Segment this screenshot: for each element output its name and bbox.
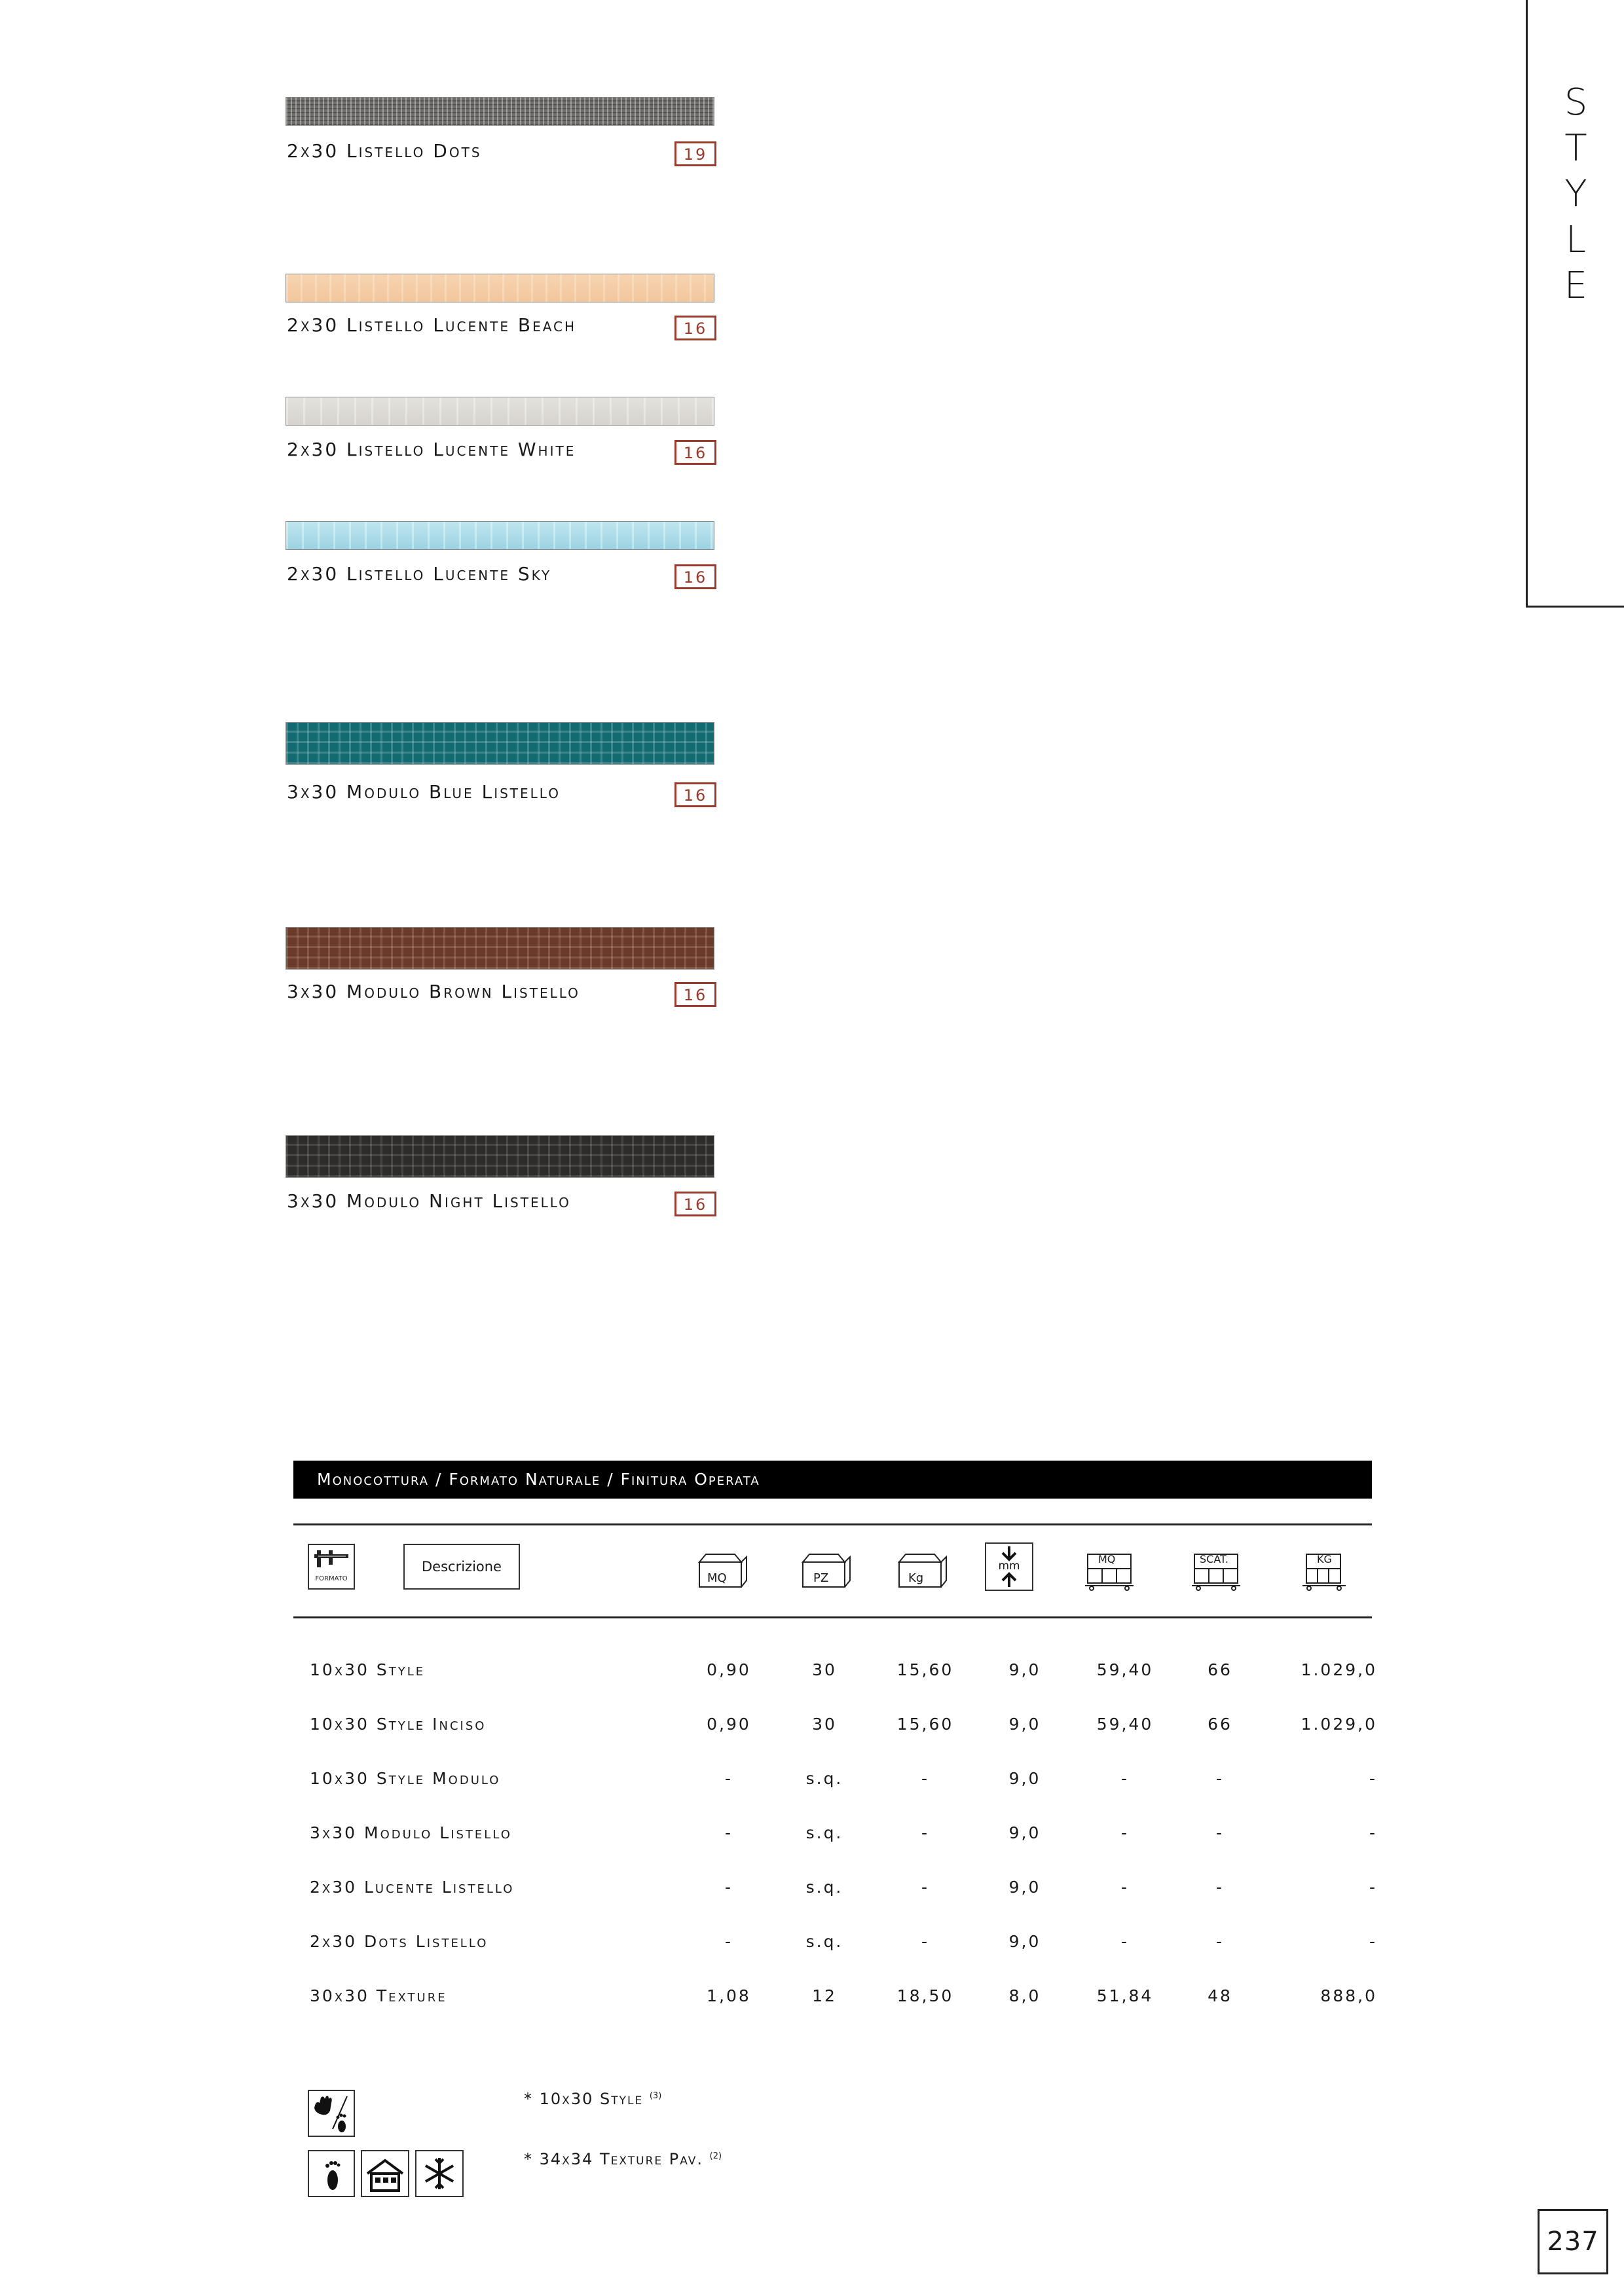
- row-pz: s.q.: [805, 1823, 843, 1842]
- row-pallet-scat: -: [1215, 1769, 1225, 1788]
- pallet-kg-icon: [1300, 1553, 1352, 1592]
- row-mq: -: [724, 1823, 733, 1842]
- tab-letter: L: [1565, 219, 1587, 261]
- note-marker: *: [524, 2090, 533, 2108]
- pallet-mq-label: MQ: [1098, 1553, 1116, 1565]
- row-pallet-kg: 1.029,0: [1301, 1660, 1377, 1679]
- row-mq: -: [724, 1932, 733, 1951]
- tab-letter: E: [1564, 264, 1588, 307]
- row-mm: 8,0: [1008, 1986, 1041, 2005]
- row-mm: 9,0: [1008, 1769, 1041, 1788]
- box-kg-icon: [895, 1548, 948, 1590]
- row-kg: 15,60: [896, 1715, 954, 1734]
- tab-letter: S: [1564, 81, 1588, 124]
- mm-label: mm: [998, 1559, 1020, 1573]
- row-pallet-mq: -: [1120, 1932, 1130, 1951]
- product-label: 2x30 Listello Lucente Sky: [287, 563, 552, 585]
- row-kg: 15,60: [896, 1660, 954, 1679]
- header-top-rule: [293, 1523, 1372, 1525]
- table-row: [293, 1932, 1377, 1958]
- table-row: [293, 1715, 1377, 1741]
- row-pallet-kg: 888,0: [1320, 1986, 1377, 2005]
- row-pallet-mq: 59,40: [1096, 1715, 1154, 1734]
- row-pallet-kg: -: [1369, 1878, 1377, 1897]
- row-pallet-mq: -: [1120, 1878, 1130, 1897]
- descrizione-header: Descrizione: [403, 1544, 520, 1590]
- pallet-scat-label: SCAT.: [1200, 1553, 1228, 1565]
- row-pallet-scat: -: [1215, 1878, 1225, 1897]
- note-sup: (3): [649, 2091, 662, 2101]
- page-ref-badge: 16: [674, 982, 716, 1007]
- row-pz: 12: [812, 1986, 837, 2005]
- row-name: 10x30 Style Modulo: [310, 1769, 501, 1788]
- row-pallet-scat: 48: [1208, 1986, 1232, 2005]
- row-pallet-scat: -: [1215, 1823, 1225, 1842]
- row-mq: 0,90: [707, 1660, 751, 1679]
- row-kg: -: [921, 1823, 930, 1842]
- row-pallet-mq: -: [1120, 1769, 1130, 1788]
- row-mm: 9,0: [1008, 1823, 1041, 1842]
- wall-floor-use-icon: [308, 2090, 355, 2137]
- caliper-icon: [308, 1544, 355, 1590]
- row-name: 30x30 Texture: [310, 1986, 447, 2005]
- row-name: 2x30 Lucente Listello: [310, 1878, 515, 1897]
- row-pallet-mq: 59,40: [1096, 1660, 1154, 1679]
- row-name: 10x30 Style: [310, 1660, 426, 1679]
- product-label: 3x30 Modulo Blue Listello: [287, 781, 561, 803]
- row-name: 10x30 Style Inciso: [310, 1715, 487, 1734]
- note-sup: (2): [709, 2151, 722, 2161]
- tile-swatch: [286, 722, 714, 765]
- row-pallet-mq: 51,84: [1096, 1986, 1154, 2005]
- pz-label: PZ: [813, 1571, 829, 1585]
- table-row: [293, 1986, 1377, 2013]
- row-mm: 9,0: [1008, 1660, 1041, 1679]
- tile-swatch: [286, 397, 714, 426]
- row-kg: -: [921, 1878, 930, 1897]
- tile-swatch: [286, 521, 714, 550]
- footnote: [524, 2090, 661, 2108]
- note-marker: *: [524, 2150, 533, 2168]
- table-row: [293, 1878, 1377, 1904]
- row-mm: 9,0: [1008, 1715, 1041, 1734]
- row-pallet-scat: 66: [1208, 1660, 1232, 1679]
- row-mq: -: [724, 1769, 733, 1788]
- row-mm: 9,0: [1008, 1878, 1041, 1897]
- table-row: [293, 1660, 1377, 1686]
- tile-swatch: [286, 1135, 714, 1178]
- tile-swatch: [286, 927, 714, 970]
- table-title-bar: Monocottura / Formato Naturale / Finitura Operata: [293, 1461, 1372, 1499]
- row-kg: 18,50: [896, 1986, 954, 2005]
- page-ref-badge: 16: [674, 316, 716, 340]
- row-pallet-kg: -: [1369, 1769, 1377, 1788]
- row-mm: 9,0: [1008, 1932, 1041, 1951]
- tile-swatch: [286, 274, 714, 302]
- pallet-kg-label: KG: [1317, 1553, 1332, 1565]
- note-text: 10x30 Style: [539, 2090, 644, 2108]
- table-row: [293, 1823, 1377, 1850]
- pallet-scat-icon: [1190, 1553, 1243, 1592]
- row-kg: -: [921, 1769, 930, 1788]
- footnote: [524, 2150, 722, 2168]
- tab-letter: T: [1564, 127, 1587, 170]
- row-pz: s.q.: [805, 1769, 843, 1788]
- row-pallet-scat: 66: [1208, 1715, 1232, 1734]
- kg-label: Kg: [908, 1571, 924, 1585]
- tab-letter: Y: [1564, 173, 1587, 215]
- row-pz: 30: [812, 1715, 837, 1734]
- page-ref-badge: 16: [674, 1192, 716, 1216]
- thickness-icon: [985, 1542, 1033, 1591]
- box-pz-icon: [799, 1548, 851, 1590]
- row-pz: 30: [812, 1660, 837, 1679]
- footprint-icon: [308, 2150, 355, 2197]
- tile-swatch: [286, 97, 714, 126]
- product-label: 2x30 Listello Lucente Beach: [287, 314, 577, 336]
- page-ref-badge: 16: [674, 564, 716, 589]
- note-text: 34x34 Texture Pav.: [539, 2150, 704, 2168]
- row-pallet-kg: -: [1369, 1932, 1377, 1951]
- row-pallet-scat: -: [1215, 1932, 1225, 1951]
- page-ref-badge: 16: [674, 440, 716, 465]
- product-label: 3x30 Modulo Brown Listello: [287, 981, 580, 1002]
- house-icon: [361, 2150, 409, 2197]
- table-row: [293, 1769, 1377, 1795]
- box-mq-icon: [695, 1548, 748, 1590]
- row-mq: 0,90: [707, 1715, 751, 1734]
- formato-label: FORMATO: [315, 1575, 348, 1582]
- product-label: 3x30 Modulo Night Listello: [287, 1190, 571, 1212]
- side-tab: [1526, 0, 1624, 608]
- row-pallet-mq: -: [1120, 1823, 1130, 1842]
- page-number: 237: [1538, 2209, 1608, 2274]
- row-kg: -: [921, 1932, 930, 1951]
- row-pallet-kg: -: [1369, 1823, 1377, 1842]
- row-pz: s.q.: [805, 1932, 843, 1951]
- snowflake-icon: [415, 2150, 464, 2197]
- pallet-mq-icon: [1084, 1553, 1136, 1592]
- row-mq: 1,08: [707, 1986, 751, 2005]
- row-name: 3x30 Modulo Listello: [310, 1823, 512, 1842]
- row-mq: -: [724, 1878, 733, 1897]
- row-pz: s.q.: [805, 1878, 843, 1897]
- row-name: 2x30 Dots Listello: [310, 1932, 489, 1951]
- mq-label: MQ: [707, 1571, 727, 1585]
- row-pallet-kg: 1.029,0: [1301, 1715, 1377, 1734]
- product-label: 2x30 Listello Dots: [287, 140, 482, 162]
- product-label: 2x30 Listello Lucente White: [287, 439, 576, 460]
- page-ref-badge: 19: [674, 141, 716, 166]
- page-ref-badge: 16: [674, 782, 716, 807]
- header-bottom-rule: [293, 1616, 1372, 1618]
